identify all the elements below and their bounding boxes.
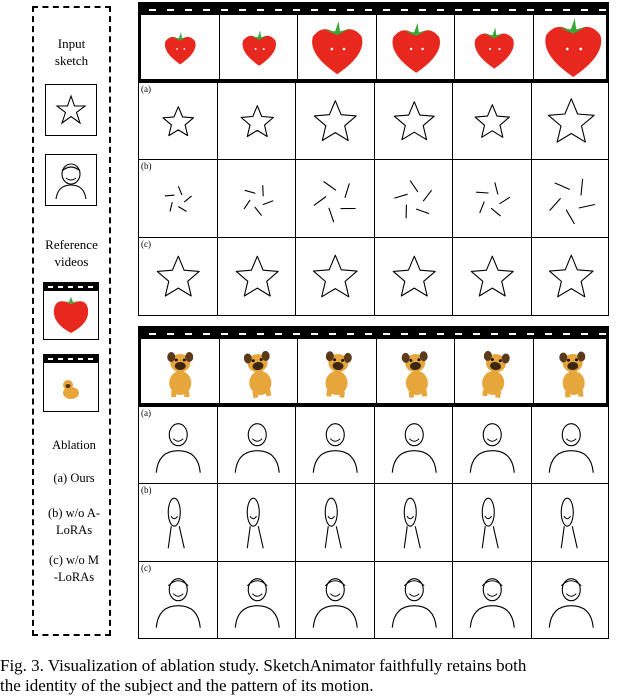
- input-sketch-label: [32, 35, 111, 69]
- star-sketch-icon: [532, 238, 611, 314]
- sketch-frame: [218, 407, 297, 483]
- sketch-frame: [532, 238, 611, 315]
- row-label-b: (b): [141, 161, 152, 171]
- star-sketch-icon: [453, 160, 532, 236]
- tomato-frame-icon: [220, 15, 299, 79]
- sketch-frame: [453, 83, 532, 159]
- person-sketch-icon: [296, 484, 375, 560]
- film-frame: [141, 339, 220, 403]
- sketch-frame: [296, 238, 375, 315]
- film-perforations: [141, 329, 606, 339]
- star-sketch-icon: [218, 83, 297, 158]
- star-sketch-icon: [532, 83, 611, 158]
- dog-frame-icon: [141, 339, 220, 403]
- reference-film-row-dog: [138, 326, 609, 406]
- ablation-item-a-line-1: (a) Ours: [53, 471, 95, 485]
- sketch-frame: [139, 238, 218, 315]
- film-frame: [377, 339, 456, 403]
- sketch-frame: [139, 407, 218, 483]
- sketch-frame: [139, 562, 218, 638]
- ablation-row-b: [138, 483, 609, 562]
- dog-frame-icon: [534, 339, 613, 403]
- star-sketch-icon: [453, 238, 532, 314]
- sketch-frame: [375, 562, 454, 638]
- star-sketch-icon: [218, 160, 297, 236]
- star-sketch-icon: [375, 83, 454, 158]
- dog-frame-icon: [377, 339, 456, 403]
- sketch-frame: [139, 484, 218, 561]
- sketch-frame: [218, 562, 297, 638]
- person-sketch-icon: [296, 562, 375, 637]
- film-frame: [534, 339, 613, 403]
- row-label-c: (c): [141, 563, 151, 573]
- sketch-frame: [375, 407, 454, 483]
- star-sketch-icon: [453, 83, 532, 158]
- dog-icon: [44, 363, 98, 411]
- sketch-frame: [453, 238, 532, 315]
- ablation-item-c: [36, 552, 112, 586]
- star-sketch-icon: [139, 160, 218, 236]
- person-sketch-icon: [532, 484, 611, 560]
- film-strip: [44, 355, 98, 363]
- reference-label-line-1: Reference: [45, 237, 98, 252]
- ablation-item-b-line-1: (b) w/o A-: [47, 506, 101, 520]
- sketch-frame: [296, 160, 375, 237]
- reference-video-dog: [43, 354, 99, 412]
- reference-video-tomato: [43, 282, 99, 340]
- caption-line-2: the identity of the subject and the pattern of its motion.: [0, 676, 374, 695]
- person-sketch-icon: [139, 407, 218, 482]
- person-sketch-icon: [218, 484, 297, 560]
- reference-film-row-tomato: [138, 2, 609, 82]
- film-frame: [455, 15, 534, 79]
- star-sketch-icon: [296, 160, 375, 236]
- person-sketch-icon: [375, 407, 454, 482]
- person-sketch-icon: [139, 484, 218, 560]
- sketch-frame: [532, 484, 611, 561]
- tomato-frame-icon: [534, 15, 613, 79]
- film-frame: [455, 339, 534, 403]
- sketch-frame: [139, 160, 218, 237]
- star-sketch-icon: [139, 83, 218, 158]
- person-sketch-icon: [218, 562, 297, 637]
- ablation-row-a: [138, 406, 609, 484]
- sketch-frame: [218, 238, 297, 315]
- ablation-row-c: [138, 561, 609, 639]
- reference-videos-label: [32, 236, 111, 270]
- sketch-frame: [218, 160, 297, 237]
- dog-frame-icon: [455, 339, 534, 403]
- film-perforations: [141, 5, 606, 15]
- row-label-a: (a): [141, 408, 151, 418]
- person-sketch-icon: [375, 562, 454, 637]
- sketch-frame: [453, 562, 532, 638]
- person-sketch-icon: [139, 562, 218, 637]
- input-sketch-star: [45, 84, 97, 136]
- sketch-frame: [296, 407, 375, 483]
- star-sketch-icon: [532, 160, 611, 236]
- tomato-frame-icon: [298, 15, 377, 79]
- person-sketch-icon: [453, 484, 532, 560]
- caption-line-1: Fig. 3. Visualization of ablation study. SketchAnimator faithfully retains both: [0, 656, 527, 675]
- star-sketch-icon: [218, 238, 297, 314]
- dog-frame-icon: [220, 339, 299, 403]
- reference-label-line-2: videos: [54, 254, 89, 269]
- sketch-frame: [453, 484, 532, 561]
- person-sketch-icon: [453, 407, 532, 482]
- person-sketch-icon: [453, 562, 532, 637]
- film-frame: [534, 15, 613, 79]
- sketch-frame: [139, 83, 218, 159]
- tomato-frame-icon: [141, 15, 220, 79]
- sketch-frame: [532, 160, 611, 237]
- film-frame: [298, 15, 377, 79]
- person-sketch-icon: [375, 484, 454, 560]
- ablation-item-c-line-1: (c) w/o M: [49, 553, 99, 567]
- star-sketch-icon: [375, 160, 454, 236]
- film-frame: [298, 339, 377, 403]
- film-frame: [220, 339, 299, 403]
- person-sketch-icon: [296, 407, 375, 482]
- row-label-b: (b): [141, 485, 152, 495]
- figure-caption: [0, 656, 640, 696]
- film-frame: [220, 15, 299, 79]
- film-frame: [377, 15, 456, 79]
- sketch-frame: [218, 83, 297, 159]
- film-frame: [141, 15, 220, 79]
- input-label-line-1: Input: [57, 36, 86, 51]
- input-label-line-2: sketch: [54, 53, 89, 68]
- ablation-row-a: [138, 82, 609, 160]
- person-sketch-icon: [532, 407, 611, 482]
- sketch-frame: [532, 562, 611, 638]
- ablation-row-c: [138, 237, 609, 316]
- sketch-frame: [375, 160, 454, 237]
- sketch-frame: [375, 484, 454, 561]
- film-strip: [44, 283, 98, 291]
- ablation-item-c-line-2: -LoRAs: [53, 570, 95, 584]
- ablation-row-b: [138, 159, 609, 238]
- sketch-frame: [532, 83, 611, 159]
- person-sketch-icon: [218, 407, 297, 482]
- tomato-frame-icon: [377, 15, 456, 79]
- sketch-frame: [296, 484, 375, 561]
- sketch-frame: [453, 160, 532, 237]
- row-label-a: (a): [141, 84, 151, 94]
- input-sketch-person: [45, 154, 97, 206]
- sketch-frame: [218, 484, 297, 561]
- ablation-title: Ablation: [52, 438, 96, 452]
- dog-frame-icon: [298, 339, 377, 403]
- row-label-c: (c): [141, 239, 151, 249]
- tomato-icon: [44, 291, 98, 339]
- ablation-item-a: [36, 470, 112, 487]
- star-sketch-icon: [296, 238, 375, 314]
- tomato-frame-icon: [455, 15, 534, 79]
- star-sketch-icon: [139, 238, 218, 314]
- sketch-frame: [375, 83, 454, 159]
- ablation-item-b-line-2: LoRAs: [55, 523, 93, 537]
- sketch-frame: [296, 83, 375, 159]
- ablation-item-b: [36, 505, 112, 539]
- sketch-frame: [532, 407, 611, 483]
- sketch-frame: [296, 562, 375, 638]
- sketch-frame: [453, 407, 532, 483]
- person-sketch-icon: [46, 155, 96, 205]
- person-sketch-icon: [532, 562, 611, 637]
- star-sketch-icon: [296, 83, 375, 158]
- sketch-frame: [375, 238, 454, 315]
- star-sketch-icon: [375, 238, 454, 314]
- star-sketch-icon: [46, 85, 96, 135]
